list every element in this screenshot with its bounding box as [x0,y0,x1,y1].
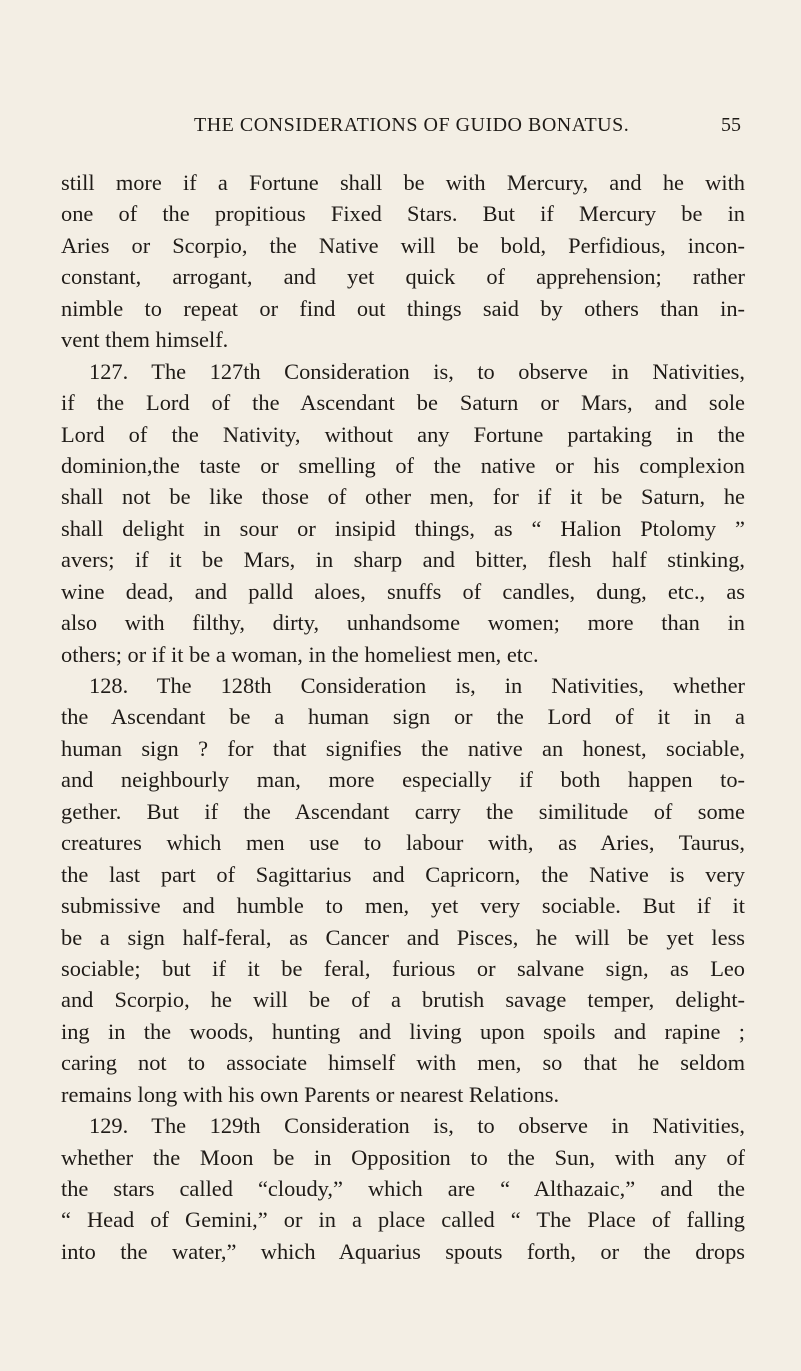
text-line: human sign ? for that signifies the native an honest, sociable, [61,735,745,761]
text-line: 129. The 129th Consideration is, to observe in Nativities, [89,1113,745,1139]
text-line: be a sign half-feral, as Cancer and Pisces, he will be yet less [61,924,745,950]
text-line: if the Lord of the Ascendant be Saturn or Mars, and sole [61,390,745,416]
text-line: creatures which men use to labour with, as Aries, Taurus, [61,830,745,856]
text-line: gether. But if the Ascendant carry the similitude of some [61,798,745,824]
text-line: the Ascendant be a human sign or the Lord of it in a [61,704,745,730]
text-line: Aries or Scorpio, the Native will be bold, Perfidious, incon- [61,232,745,258]
text-line: others; or if it be a woman, in the homeliest men, etc. [61,641,539,667]
body-text [61,167,745,1267]
text-line: nimble to repeat or find out things said by others than in- [61,295,745,321]
text-line: shall delight in sour or insipid things, as “ Halion Ptolomy ” [61,515,745,541]
page-number: 55 [721,114,741,136]
text-line: remains long with his own Parents or nearest Relations. [61,1081,560,1107]
text-line: whether the Moon be in Opposition to the Sun, with any of [61,1144,745,1170]
text-line: the last part of Sagittarius and Capricorn, the Native is very [61,861,745,887]
text-line: 127. The 127th Consideration is, to observe in Nativities, [89,358,745,384]
text-line: caring not to associate himself with men, so that he seldom [61,1050,745,1076]
text-line: sociable; but if it be feral, furious or salvane sign, as Leo [61,955,745,981]
text-line: one of the propitious Fixed Stars. But if Mercury be in [61,201,745,227]
text-line: ing in the woods, hunting and living upon spoils and rapine ; [61,1018,745,1044]
text-line: avers; if it be Mars, in sharp and bitter, flesh half stinking, [61,547,745,573]
running-header [100,112,741,142]
text-line: and Scorpio, he will be of a brutish savage temper, delight- [61,987,745,1013]
text-line: still more if a Fortune shall be with Mercury, and he with [61,170,745,195]
text-line: and neighbourly man, more especially if both happen to- [61,767,745,793]
text-line: shall not be like those of other men, for if it be Saturn, he [61,484,745,510]
text-line: into the water,” which Aquarius spouts forth, or the drops [61,1238,745,1264]
text-line: vent them himself. [61,327,229,353]
text-line: “ Head of Gemini,” or in a place called “ The Place of falling [61,1207,745,1233]
running-title: THE CONSIDERATIONS OF GUIDO BONATUS. [194,114,630,136]
text-line: also with filthy, dirty, unhandsome women; more than in [61,610,745,636]
text-line: the stars called “cloudy,” which are “ Althazaic,” and the [61,1176,745,1201]
text-line: Lord of the Nativity, without any Fortune partaking in the [61,421,745,447]
text-line: submissive and humble to men, yet very sociable. But if it [61,893,745,919]
text-line: 128. The 128th Consideration is, in Nativities, whether [89,673,745,698]
text-line: dominion,the taste or smelling of the native or his complexion [61,452,745,478]
text-line: wine dead, and palld aloes, snuffs of candles, dung, etc., as [61,578,745,604]
text-line: constant, arrogant, and yet quick of apprehension; rather [61,264,745,290]
